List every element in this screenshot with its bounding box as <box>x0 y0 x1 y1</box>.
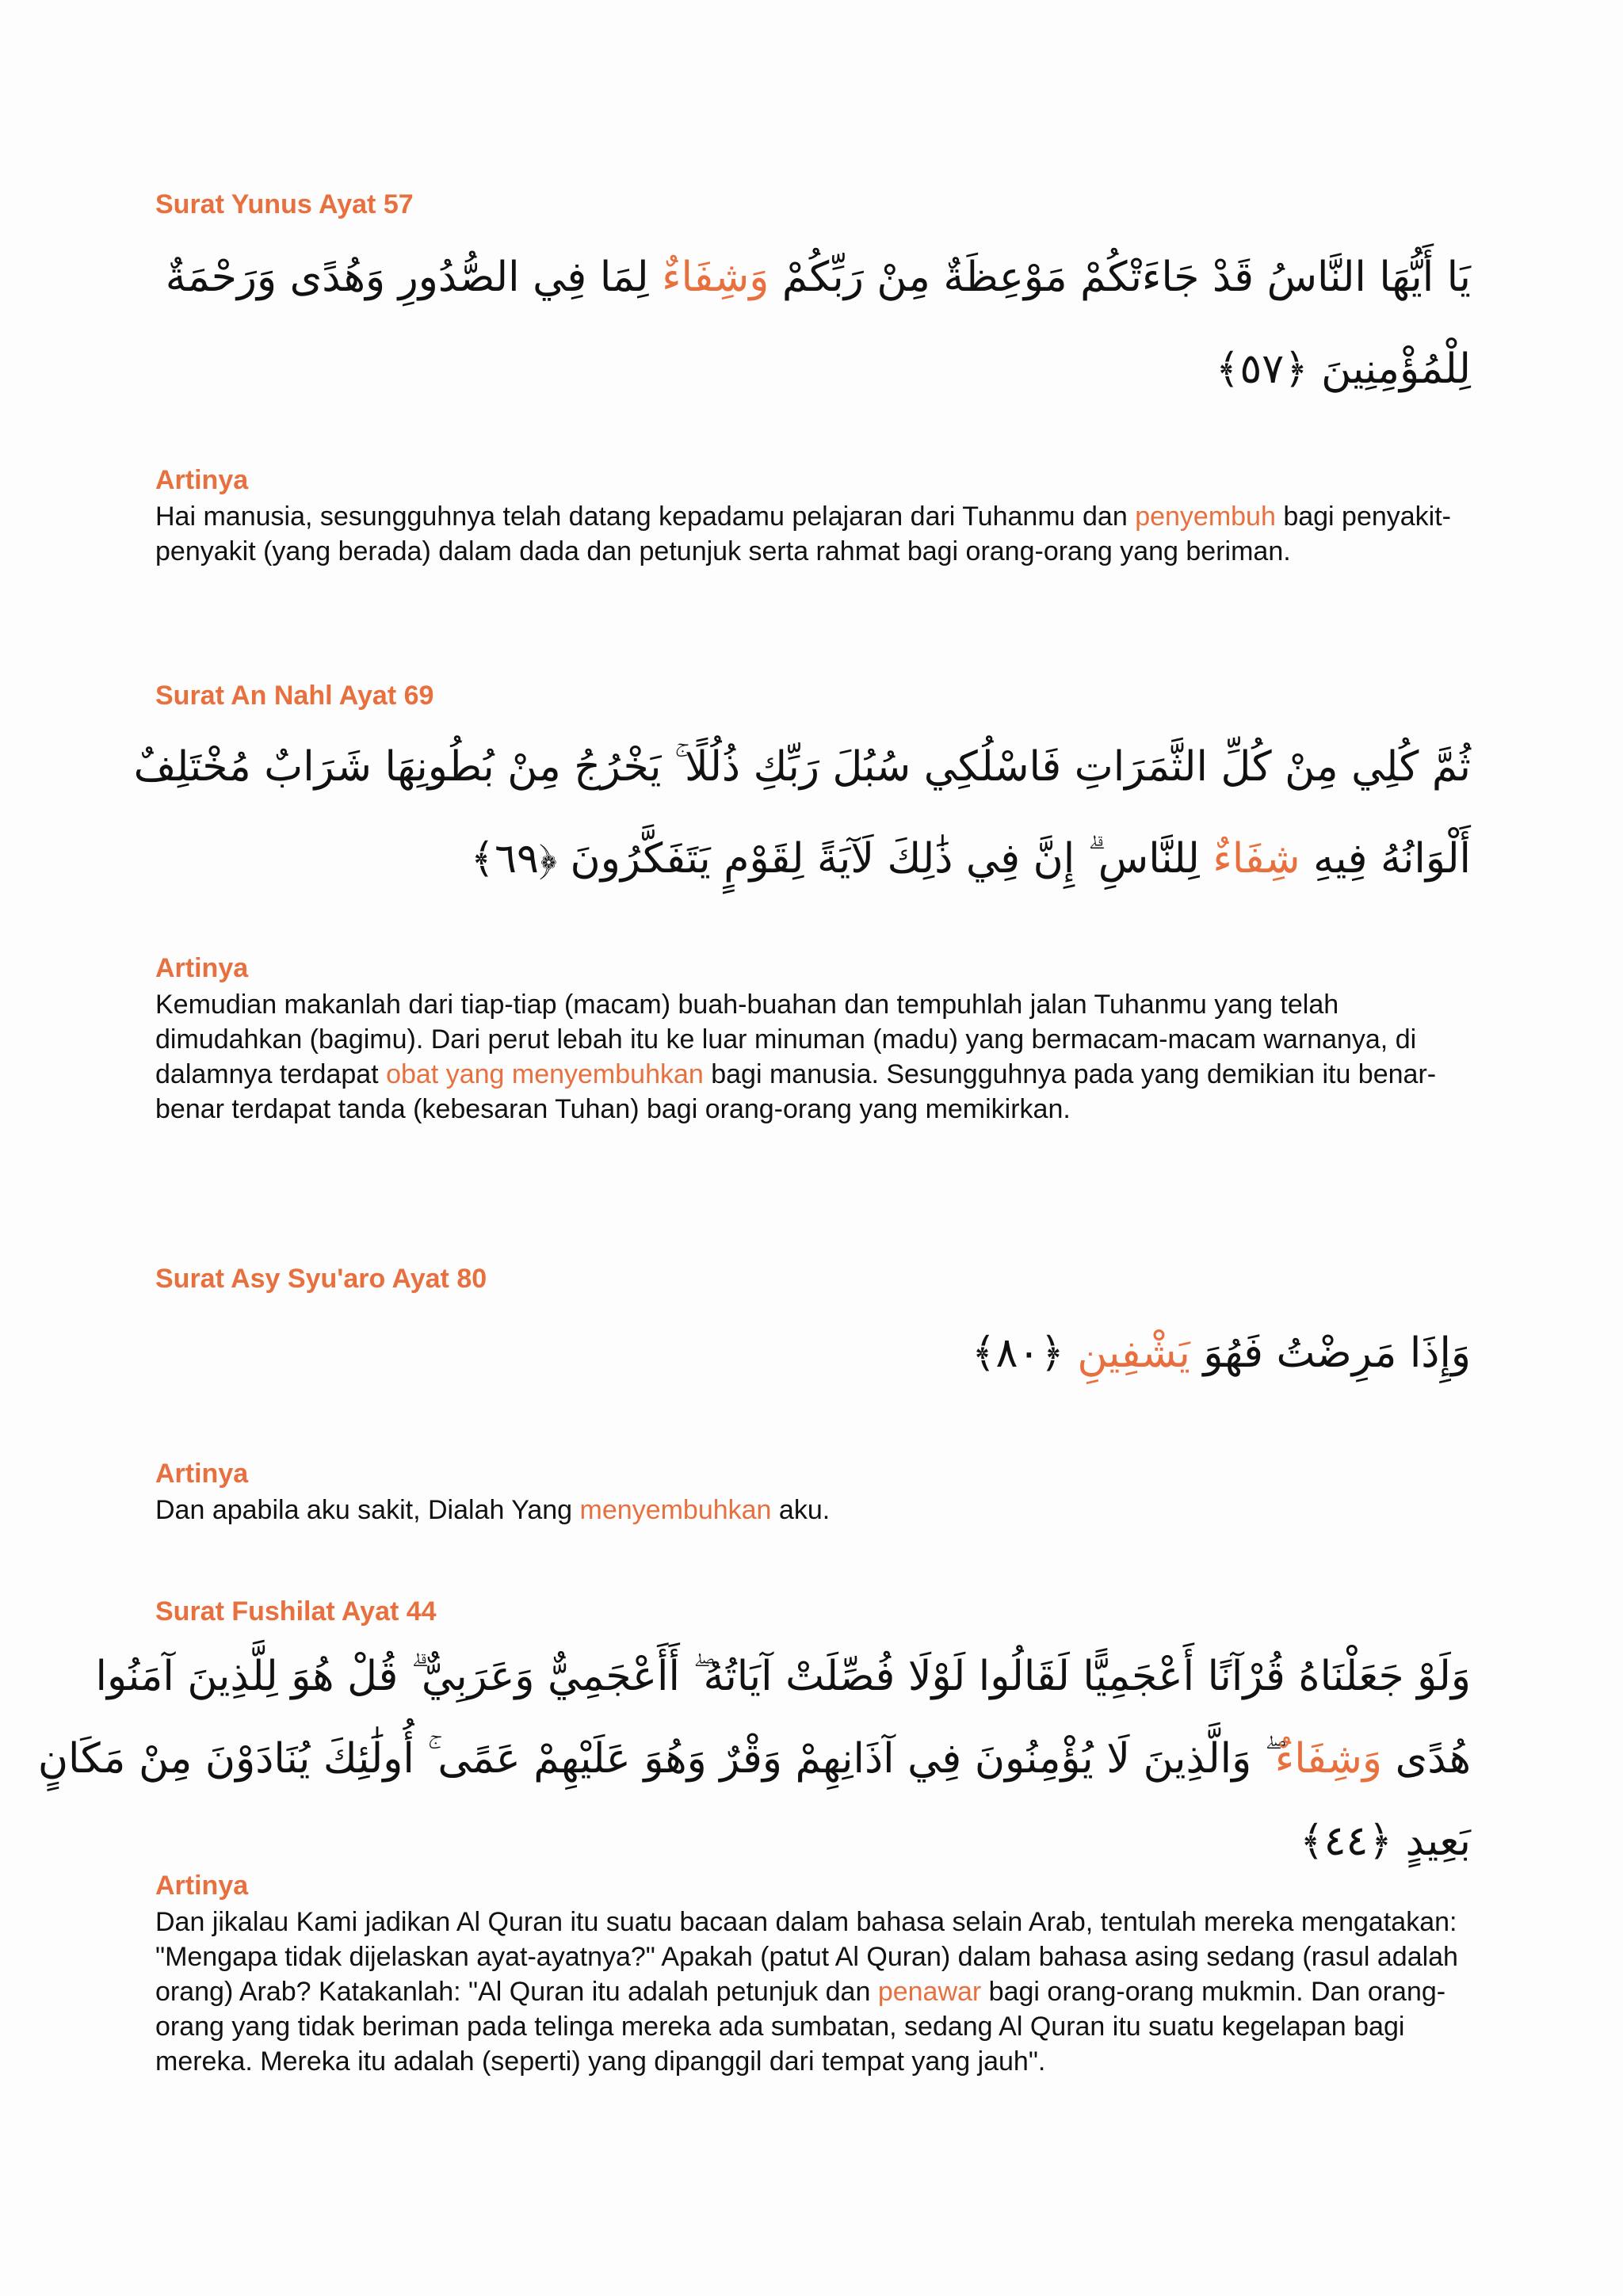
text-segment: Kemudian makanlah dari tiap-tiap (macam) buah-buahan dan tempuhlah jalan Tuhanmu yang telah dimudahkan (bagimu). Dari perut lebah itu ke luar minuman (madu) yang bermacam-macam warnanya, di dalamnya terdapat <box>155 990 1417 1089</box>
text-segment: أَلْوَانُهُ فِيهِ <box>1300 835 1471 883</box>
text-segment: ثُمَّ كُلِي مِنْ كُلِّ الثَّمَرَاتِ فَاسْلُكِي سُبُلَ رَبِّكِ ذُلُلًا ۚ يَخْرُجُ مِنْ بُطُونِهَا شَرَابٌ مُخْتَلِفٌ <box>133 743 1471 791</box>
arabic-line <box>155 813 1471 905</box>
section-heading: Surat An Nahl Ayat 69 <box>155 681 434 711</box>
text-segment: bagi orang-orang mukmin. Dan orang-orang yang tidak beriman pada telinga mereka ada sumbatan, sedang Al Quran itu suatu kegelapan bagi mereka. Mereka itu adalah (seperti) yang dipanggil dari tempat yang jauh". <box>155 1977 1446 2077</box>
text-segment: وَلَوْ جَعَلْنَاهُ قُرْآنًا أَعْجَمِيًّا لَقَالُوا لَوْلَا فُصِّلَتْ آيَاتُهُ ۖ أَأَعْجَمِيٌّ وَعَرَبِيٌّ ۗ قُلْ هُوَ لِلَّذِينَ آمَنُوا <box>95 1653 1471 1700</box>
text-segment: Hai manusia, sesungguhnya telah datang kepadamu pelajaran dari Tuhanmu dan <box>155 502 1136 532</box>
highlighted-term: penyembuh <box>1135 502 1276 532</box>
text-segment: aku. <box>771 1495 831 1525</box>
highlighted-term: menyembuhkan <box>579 1495 772 1525</box>
text-segment: ۖ وَالَّذِينَ لَا يُؤْمِنُونَ فِي آذَانِهِمْ وَقْرٌ وَهُوَ عَلَيْهِمْ عَمًى ۚ أُولَٰئِكَ يُنَادَوْنَ مِنْ مَكَانٍ <box>37 1735 1275 1783</box>
text-segment: Dan apabila aku sakit, Dialah Yang <box>155 1495 580 1525</box>
text-segment: هُدًى <box>1382 1735 1471 1783</box>
highlighted-term: penawar <box>877 1977 982 2007</box>
section-heading: Surat Fushilat Ayat 44 <box>155 1596 437 1627</box>
text-segment: bagi manusia. Sesungguhnya pada yang demikian itu benar-benar terdapat tanda (kebesaran Tuhan) bagi orang-orang yang memikirkan. <box>155 1059 1437 1124</box>
translation-text <box>155 987 1471 1127</box>
text-segment: ﴿٨٠﴾ <box>972 1329 1078 1377</box>
arabic-line <box>133 721 1471 813</box>
text-segment: bagi penyakit-penyakit (yang berada) dalam dada dan petunjuk serta rahmat bagi orang-orang yang beriman. <box>155 502 1452 566</box>
translation-text <box>155 499 1471 569</box>
text-segment: لِمَا فِي الصُّدُورِ وَهُدًى وَرَحْمَةٌ <box>165 254 663 301</box>
translation-text <box>155 1905 1471 2079</box>
arabic-verse <box>133 721 1471 905</box>
section-heading: Surat Asy Syu'aro Ayat 80 <box>155 1264 487 1294</box>
arabic-line <box>37 1718 1471 1800</box>
arabic-line <box>95 1635 1471 1718</box>
text-segment: وَإِذَا مَرِضْتُ فَهُوَ <box>1190 1329 1471 1377</box>
arabic-line <box>155 231 1471 323</box>
artinya-label: Artinya <box>155 953 249 983</box>
arabic-verse <box>37 1635 1471 1882</box>
arabic-line <box>155 1307 1471 1399</box>
arabic-verse <box>155 231 1471 415</box>
artinya-label: Artinya <box>155 1459 249 1489</box>
text-segment: لِلْمُؤْمِنِينَ ﴿٥٧﴾ <box>1215 345 1471 393</box>
arabic-verse <box>155 1307 1471 1399</box>
highlighted-term: وَشِفَاءٌ <box>662 254 769 301</box>
artinya-label: Artinya <box>155 465 249 495</box>
text-segment: لِلنَّاسِ ۗ إِنَّ فِي ذَٰلِكَ لَآيَةً لِقَوْمٍ يَتَفَكَّرُونَ ﴿٦٩﴾ <box>470 835 1213 883</box>
highlighted-term: شِفَاءٌ <box>1212 835 1300 883</box>
translation-text <box>155 1493 1471 1527</box>
text-segment: يَا أَيُّهَا النَّاسُ قَدْ جَاءَتْكُمْ مَوْعِظَةٌ مِنْ رَبِّكُمْ <box>769 254 1471 301</box>
section-heading: Surat Yunus Ayat 57 <box>155 189 414 219</box>
artinya-label: Artinya <box>155 1871 249 1901</box>
arabic-line <box>155 323 1471 415</box>
highlighted-term: يَشْفِينِ <box>1077 1329 1190 1377</box>
highlighted-term: obat yang menyembuhkan <box>386 1059 704 1089</box>
highlighted-term: وَشِفَاءٌ <box>1274 1735 1383 1783</box>
text-segment: Dan jikalau Kami jadikan Al Quran itu suatu bacaan dalam bahasa selain Arab, tentulah mereka mengatakan: "Mengapa tidak dijelaskan ayat-ayatnya?" Apakah (patut Al Quran) dalam bahasa asing sedang (rasul adalah orang) Arab? Katakanlah: "Al Quran itu adalah petunjuk dan <box>155 1907 1458 2007</box>
text-segment: بَعِيدٍ ﴿٤٤﴾ <box>1300 1817 1471 1865</box>
